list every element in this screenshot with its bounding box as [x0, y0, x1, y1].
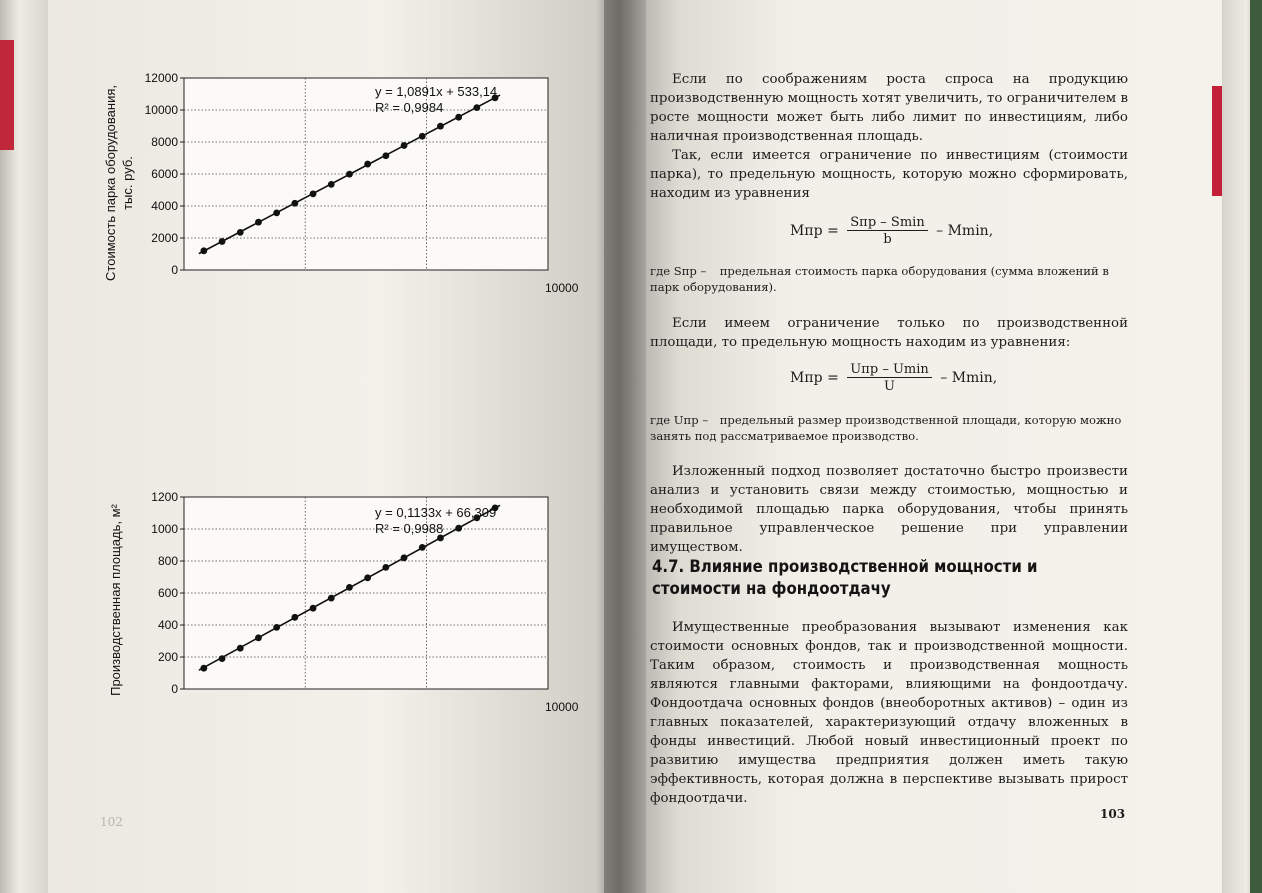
section-heading: 4.7. Влияние производственной мощности и стоимости на фондоотдачу — [652, 557, 1038, 599]
c2-data-point — [364, 574, 371, 581]
chart2-ylabel: Производственная площадь, м² — [108, 504, 123, 696]
formula1-numerator: Sпр – Smin — [847, 215, 927, 231]
formula2-lhs: Мпр = — [790, 370, 839, 386]
paragraph-2: Так, если имеется ограничение по инвестициям (стоимости парка), то предельную мощность, которую можно сформировать, находим из уравнения — [650, 148, 1128, 201]
paragraph-1: Если по соображениям роста спроса на продукцию производственную мощность хотят увеличить, то ограничителем в росте мощности может быть либо лимит по инвестициям, либо наличная производственная площадь. — [650, 72, 1128, 144]
chart1-ylabel: Стоимость парка оборудования, — [103, 85, 118, 281]
c1-ytick-label: 2000 — [151, 231, 178, 245]
c2-data-point — [419, 544, 426, 551]
chart2-r2: R² = 0,9988 — [375, 521, 444, 536]
note1-text: предельная стоимость парка оборудования (сумма вложений в парк оборудования). — [650, 264, 1109, 294]
c2-data-point — [273, 624, 280, 631]
c1-data-point — [328, 181, 335, 188]
c2-data-point — [346, 584, 353, 591]
formula2-numerator: Uпр – Umin — [847, 362, 932, 378]
gutter-shadow — [596, 0, 646, 893]
c2-data-point — [310, 605, 317, 612]
c2-data-point — [237, 645, 244, 652]
page-number-right: 103 — [1100, 807, 1126, 821]
c2-ytick-label: 800 — [157, 554, 178, 568]
c1-data-point — [437, 123, 444, 130]
note-1 — [650, 263, 1128, 295]
formula-investment — [790, 215, 993, 247]
cover-edge — [1250, 0, 1262, 893]
c2-data-point — [382, 564, 389, 571]
c1-data-point — [382, 152, 389, 159]
chart2-xtick: 10000 — [545, 700, 579, 714]
c1-data-point — [455, 114, 462, 121]
c2-data-point — [401, 554, 408, 561]
c1-data-point — [273, 209, 280, 216]
c1-ytick-label: 8000 — [151, 135, 178, 149]
c1-data-point — [346, 171, 353, 178]
formula1-denominator: b — [883, 232, 892, 247]
formula1-lhs: Мпр = — [790, 223, 839, 239]
formula2-fraction — [847, 362, 932, 394]
c2-data-point — [291, 614, 298, 621]
chart1-r2: R² = 0,9984 — [375, 100, 444, 115]
chart1-ylabel-unit: тыс. руб. — [120, 156, 135, 210]
formula1-rhs: – Mmin, — [936, 223, 994, 239]
note-2 — [650, 412, 1128, 444]
c1-ytick-label: 10000 — [144, 103, 178, 117]
c1-data-point — [473, 104, 480, 111]
c1-data-point — [310, 190, 317, 197]
c1-ytick-label: 0 — [171, 263, 178, 277]
note2-symbol: где Uпр – — [650, 413, 709, 427]
paragraph-3: Если имеем ограничение только по производственной площади, то предельную мощность находим из уравнения: — [650, 316, 1128, 350]
chart2-equation: y = 0,1133x + 66,309 — [375, 505, 497, 520]
c2-data-point — [328, 595, 335, 602]
c1-data-point — [364, 161, 371, 168]
c2-ytick-label: 0 — [171, 682, 178, 696]
c2-data-point — [455, 525, 462, 532]
c2-data-point — [200, 665, 207, 672]
c1-data-point — [291, 200, 298, 207]
note1-symbol: где Sпр – — [650, 264, 707, 278]
c1-data-point — [219, 238, 226, 245]
c1-data-point — [419, 133, 426, 140]
c2-ytick-label: 200 — [157, 650, 178, 664]
chart-equipment-cost — [92, 58, 582, 298]
formula2-denominator: U — [884, 379, 896, 394]
c2-data-point — [219, 655, 226, 662]
formula-area — [790, 362, 997, 394]
paragraph-5: Имущественные преобразования вызывают изменения как стоимости основных фондов, так и производственной мощности. Таким образом, стоимость и производственная мощность являются главными факторами, влияющими на фондоотдачу. Фондоотдача основных фондов (внеоборотных активов) – один из главных показателей, характеризующий отдачу вложенных в фонды инвестиций. Любой новый инвестиционный проект по развитию имущества предприятия должен иметь такую эффективность, которая должна в перспективе вызывать прирост фондоотдачи. — [650, 620, 1128, 806]
note2-text: предельный размер производственной площади, которую можно занять под рассматриваемое производство. — [650, 413, 1122, 443]
c2-ytick-label: 1000 — [151, 522, 178, 536]
c2-ytick-label: 600 — [157, 586, 178, 600]
c1-data-point — [401, 142, 408, 149]
formula2-rhs: – Mmin, — [940, 370, 998, 386]
formula1-fraction — [847, 215, 927, 247]
c1-data-point — [255, 219, 262, 226]
c2-ytick-label: 400 — [157, 618, 178, 632]
c1-ytick-label: 12000 — [144, 71, 178, 85]
chart-production-area — [92, 485, 582, 725]
c2-ytick-label: 1200 — [151, 490, 178, 504]
c1-data-point — [200, 247, 207, 254]
chart1-xtick: 10000 — [545, 281, 579, 295]
c1-data-point — [237, 229, 244, 236]
c1-ytick-label: 6000 — [151, 167, 178, 181]
page-number-left: 102 — [100, 815, 123, 829]
bookmark-left — [0, 40, 14, 150]
c1-ytick-label: 4000 — [151, 199, 178, 213]
paragraph-4: Изложенный подход позволяет достаточно быстро произвести анализ и установить связи между стоимостью, мощностью и необходимой площадью парка оборудования, чтобы принять правильное управленческое решение при управлении имуществом. — [650, 464, 1128, 555]
c2-data-point — [255, 634, 262, 641]
chart1-equation: y = 1,0891x + 533,14 — [375, 84, 498, 99]
